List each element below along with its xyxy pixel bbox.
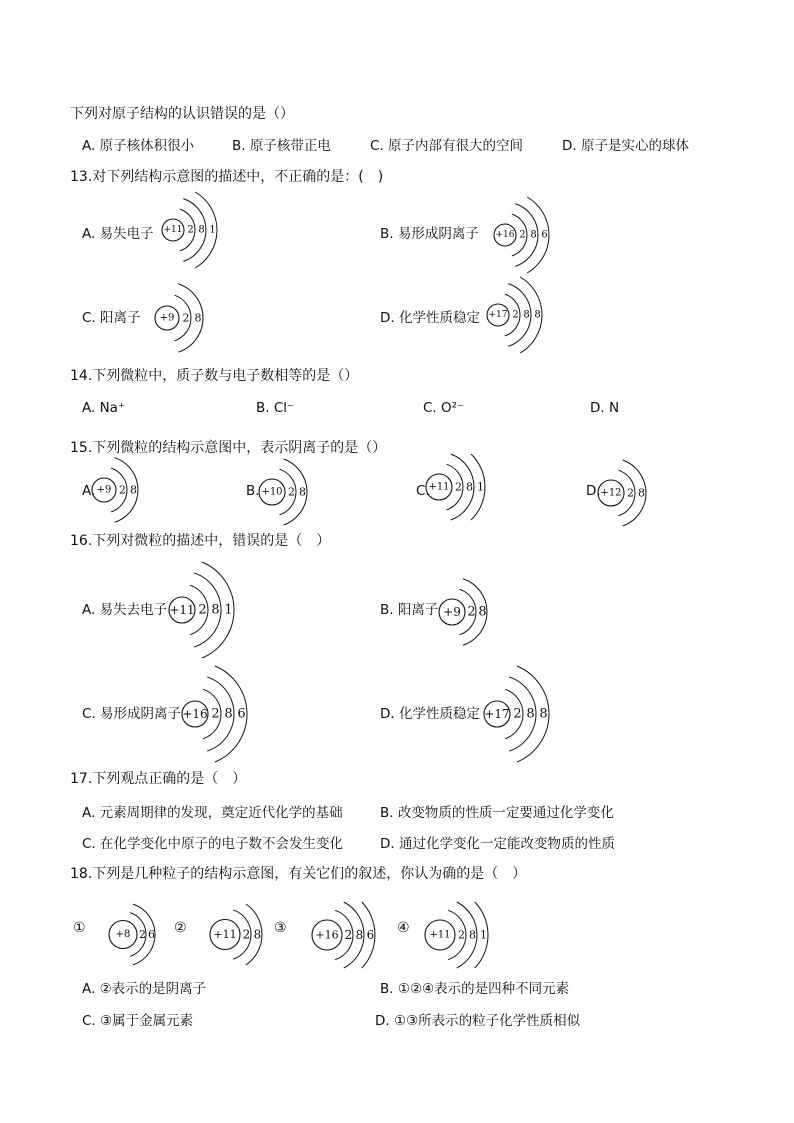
atom-diagram-q18-3: [310, 900, 410, 970]
electron-count: 6: [148, 928, 155, 941]
nucleus-charge: +9: [96, 484, 112, 496]
atom-diagram-q13-c: [153, 278, 263, 358]
q15-label-a: A.: [82, 483, 96, 499]
q18-option-b: B. ①②④表示的是四种不同元素: [380, 981, 570, 997]
nucleus-charge: +11: [429, 929, 451, 941]
electron-count: 8: [198, 224, 205, 236]
electron-count: 1: [480, 928, 487, 942]
atom-diagram-q16-c: [180, 664, 300, 764]
electron-count: 8: [355, 928, 364, 942]
electron-count: 2: [187, 224, 194, 236]
atom-diagram-q13-a: [160, 190, 270, 270]
electron-count: 2: [288, 485, 295, 499]
atom-diagram-q13-b: [492, 195, 602, 275]
electron-count: 8: [469, 928, 476, 942]
q12-option-c: C. 原子内部有很大的空间: [370, 138, 524, 154]
electron-count: 6: [541, 229, 548, 241]
nucleus-charge: +10: [261, 486, 283, 498]
atom-diagram-q15-c: [424, 452, 534, 522]
electron-count: 2: [512, 309, 519, 321]
electron-count: 1: [477, 480, 484, 494]
nucleus-charge: +17: [484, 707, 510, 721]
q18-option-d: D. ①③所表示的粒子化学性质相似: [375, 1013, 581, 1029]
q17-option-c: C. 在化学变化中原子的电子数不会发生变化: [82, 836, 344, 852]
electron-count: 2: [513, 706, 522, 722]
atom-diagram-q13-d: [485, 275, 595, 355]
electron-count: 2: [242, 927, 251, 942]
q14-option-a: A. Na⁺: [82, 400, 126, 416]
electron-count: 8: [194, 311, 202, 325]
electron-count: 2: [458, 928, 465, 942]
nucleus-charge: +12: [600, 487, 622, 499]
q18-option-a: A. ②表示的是阴离子: [82, 981, 207, 997]
nucleus-charge: +17: [488, 310, 508, 320]
atom-diagram-q15-d: [596, 458, 706, 528]
question-14-stem: 14.下列微粒中，质子数与电子数相等的是（）: [70, 368, 359, 384]
electron-count: 1: [224, 602, 233, 618]
electron-count: 8: [478, 604, 487, 620]
electron-count: 2: [344, 928, 353, 942]
question-16-stem: 16.下列对微粒的描述中，错误的是（ ）: [70, 533, 331, 549]
q14-option-b: B. Cl⁻: [256, 400, 295, 416]
nucleus-charge: +11: [163, 225, 183, 235]
electron-count: 1: [209, 224, 216, 236]
atom-diagram-q15-a: [90, 455, 200, 525]
electron-count: 6: [366, 928, 375, 942]
q12-option-a: A. 原子核体积很小: [82, 138, 195, 154]
electron-count: 2: [211, 706, 220, 722]
electron-count: 8: [130, 483, 137, 497]
electron-count: 8: [539, 706, 548, 722]
q16-label-a: A. 易失去电子: [82, 602, 168, 618]
q13-label-d: D. 化学性质稳定: [380, 310, 480, 326]
q15-label-d: D.: [586, 483, 601, 499]
q16-label-d: D. 化学性质稳定: [380, 706, 480, 722]
q18-label-3: ③: [274, 920, 287, 936]
q14-option-d: D. N: [590, 400, 620, 416]
electron-count: 8: [530, 229, 537, 241]
q18-option-c: C. ③属于金属元素: [82, 1013, 194, 1029]
nucleus-charge: +11: [213, 928, 237, 941]
question-18-stem: 18.下列是几种粒子的结构示意图，有关它们的叙述，你认为确的是（ ）: [70, 866, 527, 882]
electron-count: 2: [519, 229, 526, 241]
electron-count: 8: [534, 309, 541, 321]
electron-count: 2: [119, 483, 126, 497]
q13-label-b: B. 易形成阴离子: [380, 226, 479, 242]
electron-count: 2: [627, 486, 634, 500]
question-17-stem: 17.下列观点正确的是（ ）: [70, 771, 247, 787]
q16-label-c: C. 易形成阴离子: [82, 706, 182, 722]
question-13-stem: 13.对下列结构示意图的描述中，不正确的是：( ): [70, 169, 384, 185]
q16-label-b: B. 阳离子: [380, 602, 439, 618]
q13-label-a: A. 易失电子: [82, 226, 154, 242]
q17-option-a: A. 元素周期律的发现，奠定近代化学的基础: [82, 805, 343, 821]
electron-count: 8: [253, 927, 262, 942]
atom-diagram-q15-b: [257, 457, 367, 527]
q13-label-c: C. 阳离子: [82, 310, 141, 326]
q12-option-d: D. 原子是实心的球体: [562, 138, 689, 154]
electron-count: 2: [467, 604, 476, 620]
nucleus-charge: +8: [115, 929, 131, 940]
electron-count: 2: [182, 311, 190, 325]
nucleus-charge: +11: [428, 481, 450, 493]
question-15-stem: 15.下列微粒的结构示意图中，表示阴离子的是（）: [70, 440, 387, 456]
nucleus-charge: +11: [169, 603, 195, 617]
nucleus-charge: +9: [443, 605, 461, 619]
atom-diagram-q16-a: [167, 560, 287, 660]
nucleus-charge: +16: [315, 928, 339, 942]
electron-count: 8: [466, 480, 473, 494]
electron-count: 8: [523, 309, 530, 321]
nucleus-charge: +16: [495, 230, 515, 240]
electron-count: 8: [211, 602, 220, 618]
question-12-stem: 下列对原子结构的认识错误的是（）: [70, 106, 294, 122]
electron-count: 8: [638, 486, 645, 500]
electron-count: 6: [237, 706, 246, 722]
q18-label-4: ④: [397, 920, 410, 936]
atom-diagram-q18-4: [423, 900, 523, 970]
nucleus-charge: +9: [159, 312, 175, 324]
electron-count: 8: [299, 485, 306, 499]
q17-option-d: D. 通过化学变化一定能改变物质的性质: [380, 836, 615, 852]
q18-label-1: ①: [73, 920, 86, 936]
q17-option-b: B. 改变物质的性质一定要通过化学变化: [380, 805, 614, 821]
q18-label-2: ②: [174, 920, 187, 936]
electron-count: 2: [198, 602, 207, 618]
electron-count: 8: [526, 706, 535, 722]
q14-option-c: C. O²⁻: [423, 400, 465, 416]
q15-label-c: C.: [416, 483, 430, 499]
electron-count: 2: [455, 480, 462, 494]
q12-option-b: B. 原子核带正电: [232, 138, 331, 154]
electron-count: 8: [224, 706, 233, 722]
q15-label-b: B.: [246, 483, 260, 499]
atom-diagram-q16-d: [482, 664, 602, 764]
atom-diagram-q16-b: [437, 572, 547, 652]
electron-count: 2: [139, 928, 146, 941]
nucleus-charge: +16: [182, 707, 208, 721]
